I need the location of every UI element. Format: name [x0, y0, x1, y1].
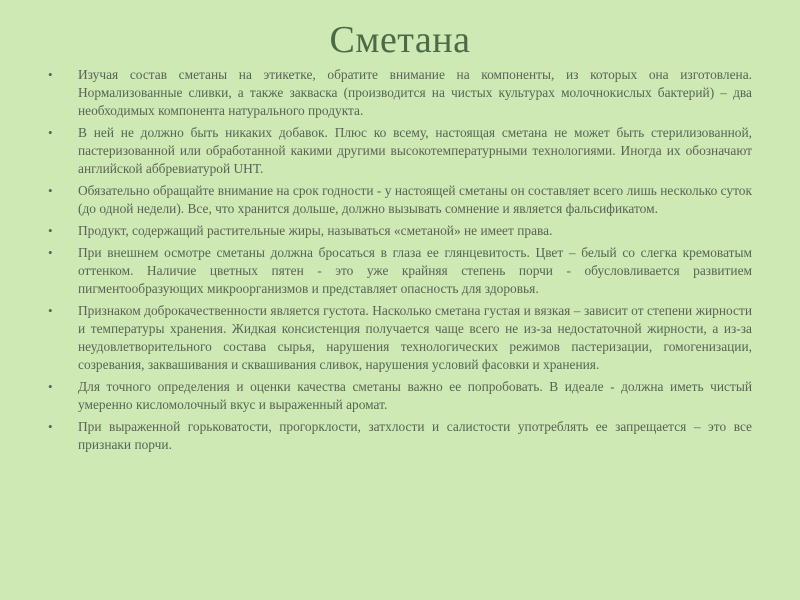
- bullet-dot-icon: •: [48, 303, 53, 318]
- bullet-item: [48, 66, 752, 120]
- bullet-item: [48, 302, 752, 374]
- bullet-dot-icon: •: [48, 419, 53, 434]
- bullet-dot-icon: •: [48, 125, 53, 140]
- bullet-text: В ней не должно быть никаких добавок. Плюс ко всему, настоящая сметана не может быть стерилизованной, пастеризованной или обработанной какими другими высокотемпературными технологиями. Иногда их обозначают английской аббревиатурой UHT.: [78, 125, 752, 176]
- bullet-text: Признаком доброкачественности является густота. Насколько сметана густая и вязкая – зависит от степени жирности и температуры хранения. Жидкая консистенция получается чаще всего не из-за недостаточной жирности, а из-за неудовлетворительного состава сырья, нарушения технологических режимов пастеризации, гомогенизации, созревания, заквашивания и сквашивания сливок, нарушения условий фасовки и хранения.: [78, 303, 752, 372]
- bullet-item: [48, 124, 752, 178]
- bullet-text: При внешнем осмотре сметаны должна бросаться в глаза ее глянцевитость. Цвет – белый со слегка кремоватым оттенком. Наличие цветных пятен - это уже крайняя степень порчи - обусловливается развитием пигментообразующих микроорганизмов и представляет опасность для здоровья.: [78, 245, 752, 296]
- bullet-text: Для точного определения и оценки качества сметаны важно ее попробовать. В идеале - должна иметь чистый умеренно кисломолочный вкус и выраженный аромат.: [78, 379, 752, 412]
- bullet-item: [48, 418, 752, 454]
- bullet-dot-icon: •: [48, 245, 53, 260]
- bullet-item: [48, 378, 752, 414]
- bullet-dot-icon: •: [48, 379, 53, 394]
- bullet-item: [48, 244, 752, 298]
- slide-title: Сметана: [329, 19, 471, 61]
- bullet-text: Изучая состав сметаны на этикетке, обратите внимание на компоненты, из которых она изготовлена. Нормализованные сливки, а также закваска (производится на чистых культурах молочнокислых бактерий) – два необходимых компонента натурального продукта.: [78, 67, 752, 118]
- bullet-text: При выраженной горьковатости, прогорклости, затхлости и салистости употреблять ее запрещается – это все признаки порчи.: [78, 419, 752, 452]
- bullet-list: [48, 66, 752, 458]
- bullet-text: Обязательно обращайте внимание на срок годности - у настоящей сметаны он составляет всего лишь несколько суток (до одной недели). Все, что хранится дольше, должно вызывать сомнение и является фальсификатом.: [78, 183, 752, 216]
- bullet-item: [48, 182, 752, 218]
- bullet-text: Продукт, содержащий растительные жиры, называться «сметаной» не имеет права.: [78, 223, 553, 238]
- bullet-dot-icon: •: [48, 67, 53, 82]
- bullet-dot-icon: •: [48, 223, 53, 238]
- bullet-item: [48, 222, 752, 240]
- bullet-dot-icon: •: [48, 183, 53, 198]
